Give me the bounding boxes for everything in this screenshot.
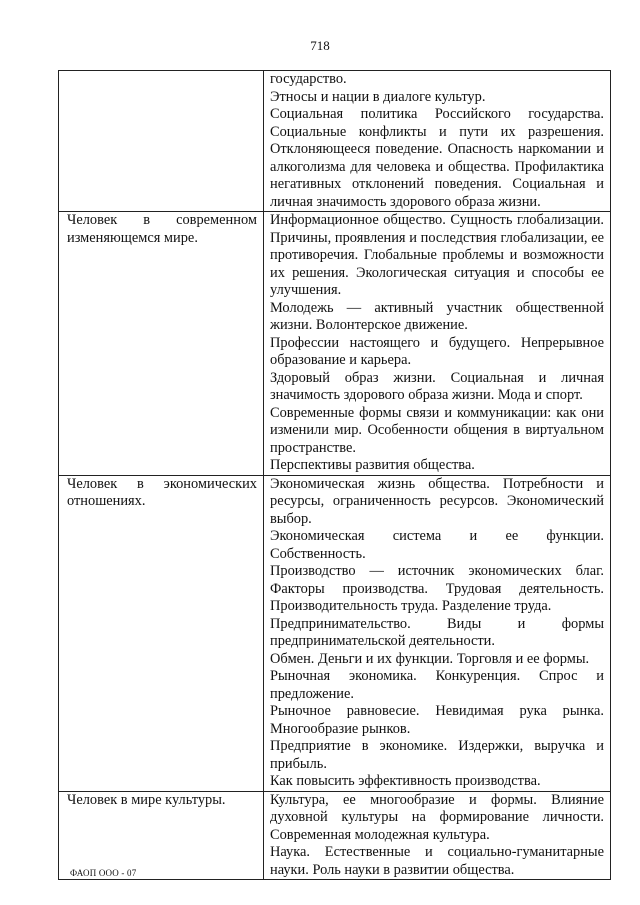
table-row — [59, 71, 611, 212]
section-cell — [59, 791, 264, 880]
topic-paragraph: Перспективы развития общества. — [270, 457, 475, 473]
table-row — [59, 791, 611, 880]
topics-cell — [264, 71, 611, 212]
section-cell — [59, 475, 264, 791]
topics-cell — [264, 791, 611, 880]
topics-cell — [264, 475, 611, 791]
section-title: Человек в экономических отношениях. — [67, 475, 257, 509]
topic-paragraph: Как повысить эффективность производства. — [270, 773, 541, 789]
topic-paragraph: Производство — источник экономических благ. Факторы производства. Трудовая деятельность. Производительность труда. Разделение труда. — [270, 563, 604, 614]
topic-paragraph: Этносы и нации в диалоге культур. — [270, 88, 486, 105]
topic-paragraph: Предприятие в экономике. Издержки, выручка и прибыль. — [270, 738, 604, 772]
topic-paragraph: Молодежь — активный участник общественной жизни. Волонтерское движение. — [270, 299, 604, 333]
topic-paragraph: Экономическая система и ее функции. Собственность. — [270, 528, 604, 562]
topic-paragraph: Предпринимательство. Виды и формы предпринимательской деятельности. — [270, 615, 604, 649]
section-cell — [59, 71, 264, 212]
page-number: 718 — [310, 38, 330, 53]
topic-paragraph: Рыночная экономика. Конкуренция. Спрос и предложение. — [270, 668, 604, 702]
topic-paragraph: Современные формы связи и коммуникации: как они изменили мир. Особенности общения в виртуальном пространстве. — [270, 404, 604, 456]
section-title: Человек в мире культуры. — [67, 791, 226, 808]
topic-paragraph: Обмен. Деньги и их функции. Торговля и ее формы. — [270, 650, 590, 667]
topic-paragraph: Здоровый образ жизни. Социальная и личная значимость здорового образа жизни. Мода и спорт. — [270, 369, 604, 403]
topic-paragraph: Наука. Естественные и социально-гуманитарные науки. Роль науки в развитии общества. — [270, 844, 604, 878]
curriculum-table-body — [59, 71, 611, 880]
topic-paragraph: Экономическая жизнь общества. Потребности и ресурсы, ограниченность ресурсов. Экономический выбор. — [270, 475, 604, 527]
topic-paragraph: Профессии настоящего и будущего. Непрерывное образование и карьера. — [270, 334, 604, 368]
topic-paragraph: Информационное общество. Сущность глобализации. Причины, проявления и последствия глобализации, ее противоречия. Глобальные проблемы и возможности их решения. Экологическая ситуация и способы ее улучшения. — [270, 212, 604, 298]
curriculum-table — [58, 70, 611, 880]
section-title: Человек в современном изменяющемся мире. — [67, 212, 257, 246]
footer-document-code: ФАОП ООО - 07 — [70, 868, 137, 878]
topic-paragraph: государство. — [270, 71, 347, 87]
topic-paragraph: Рыночное равновесие. Невидимая рука рынка. Многообразие рынков. — [270, 703, 604, 737]
section-cell — [59, 212, 264, 476]
topic-paragraph: Культура, ее многообразие и формы. Влияние духовной культуры на формирование личности. Современная молодежная культура. — [270, 791, 604, 843]
table-row — [59, 212, 611, 476]
topics-cell — [264, 212, 611, 476]
topic-paragraph: Социальная политика Российского государства. Социальные конфликты и пути их разрешения. Отклоняющееся поведение. Опасность наркомании и алкоголизма для человека и общества. Профилактика негативных отклонений поведения. Социальная и личная значимость здорового образа жизни. — [270, 106, 604, 210]
table-row — [59, 475, 611, 791]
